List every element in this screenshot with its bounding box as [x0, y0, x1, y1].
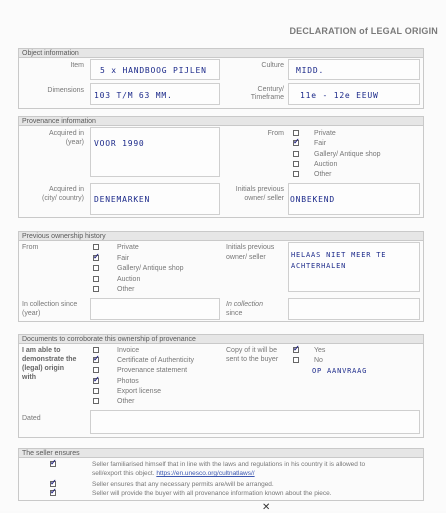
culture-value: MIDD.: [296, 66, 325, 75]
initials-label-1: Initials previous: [235, 186, 284, 193]
hist-other-checkbox[interactable]: [93, 286, 99, 292]
hist-other-label: Other: [117, 286, 135, 293]
ensure-1b-lead: sell/export this object.: [92, 470, 155, 477]
prov-auction-checkbox[interactable]: [293, 161, 299, 167]
hist-auction-checkbox[interactable]: [93, 276, 99, 282]
unesco-link[interactable]: https://en.unesco.org/cultnatlaws//: [156, 470, 255, 477]
copy-no-label: No: [314, 357, 323, 364]
provenance-from-label: From: [267, 130, 284, 137]
doc-photos-label: Photos: [117, 378, 139, 385]
initials-label-2: owner/ seller: [244, 195, 284, 202]
acquired-year-label-2: (year): [65, 139, 84, 146]
hist-initials-value-2: ACHTERHALEN: [291, 262, 347, 270]
mark-x-icon: ✕: [262, 502, 271, 513]
acquired-year-label-1: Acquired in: [48, 130, 84, 137]
doc-other-label: Other: [117, 398, 135, 405]
prov-fair-label: Fair: [314, 140, 327, 147]
doc-certificate-label: Certificate of Authenticity: [117, 357, 195, 364]
hist-since-label-b2: since: [226, 310, 243, 317]
doc-provenance-checkbox[interactable]: [93, 367, 99, 373]
century-value: 11e - 12e EEUW: [300, 91, 379, 100]
able-label-1: I am able to: [22, 347, 61, 354]
hist-gallery-label: Gallery/ Antique shop: [117, 265, 184, 272]
acquired-city-value: DENEMARKEN: [94, 195, 151, 204]
hist-initials-label-2: owner/ seller: [226, 254, 266, 261]
dimensions-value: 103 T/M 63 MM.: [94, 91, 173, 100]
century-label-1: Century/: [257, 86, 284, 93]
acquired-city-label-1: Acquired in: [48, 186, 84, 193]
doc-export-checkbox[interactable]: [93, 388, 99, 394]
hist-initials-value-1: HELAAS NIET MEER TE: [291, 251, 387, 259]
prov-other-label: Other: [314, 171, 332, 178]
acquired-city-label-2: (city/ country): [41, 195, 84, 202]
hist-gallery-checkbox[interactable]: [93, 265, 99, 271]
doc-invoice-checkbox[interactable]: [93, 347, 99, 353]
hist-since-field[interactable]: [90, 298, 220, 320]
ensure-1-checkbox[interactable]: [50, 461, 56, 467]
hist-since-label-2: (year): [22, 310, 41, 317]
provenance-header: Provenance information: [18, 116, 424, 126]
hist-fair-label: Fair: [117, 255, 130, 262]
doc-photos-checkbox[interactable]: [93, 378, 99, 384]
copy-label-2: sent to the buyer: [226, 356, 279, 363]
copy-no-checkbox[interactable]: [293, 357, 299, 363]
prov-fair-checkbox[interactable]: [293, 140, 299, 146]
prov-private-checkbox[interactable]: [293, 130, 299, 136]
prov-other-checkbox[interactable]: [293, 171, 299, 177]
prov-gallery-label: Gallery/ Antique shop: [314, 151, 381, 158]
initials-value: ONBEKEND: [290, 195, 335, 204]
prov-gallery-checkbox[interactable]: [293, 151, 299, 157]
history-from-label: From: [22, 244, 39, 251]
century-label-2: Timeframe: [250, 94, 284, 101]
hist-private-label: Private: [117, 244, 139, 251]
hist-since-field-b[interactable]: [288, 298, 420, 320]
dated-label: Dated: [22, 415, 41, 422]
item-value: 5 x HANDBOOG PIJLEN: [100, 66, 207, 75]
hist-since-label-b1: In collection: [226, 301, 263, 308]
hist-auction-label: Auction: [117, 276, 141, 283]
doc-invoice-label: Invoice: [117, 347, 140, 354]
ensure-1-text: Seller familiarised himself that in line with the laws and regulations in his country it is allowed to: [92, 461, 366, 468]
ensure-1b-text: [92, 470, 255, 477]
hist-initials-label-1: Initials previous: [226, 244, 275, 251]
acquired-year-field[interactable]: [90, 127, 220, 177]
prov-auction-label: Auction: [314, 161, 338, 168]
prov-private-label: Private: [314, 130, 336, 137]
acquired-year-value: VOOR 1990: [94, 139, 145, 148]
history-header: Previous ownership history: [18, 231, 424, 241]
dimensions-label: Dimensions: [47, 87, 84, 94]
doc-certificate-checkbox[interactable]: [93, 357, 99, 363]
copy-value: OP AANVRAAG: [312, 367, 368, 375]
doc-provenance-label: Provenance statement: [117, 367, 188, 374]
dated-field[interactable]: [90, 410, 420, 434]
able-label-4: with: [22, 374, 36, 381]
hist-since-label-1: In collection since: [22, 301, 78, 308]
documents-header: Documents to corroborate this ownership of provenance: [18, 334, 424, 344]
copy-yes-label: Yes: [314, 347, 326, 354]
able-label-3: (legal) origin: [22, 365, 64, 372]
ensure-3-text: Seller will provide the buyer with all provenance information known about the piece.: [92, 490, 332, 497]
ensure-2-text: Seller ensures that any necessary permits are/will be arranged.: [92, 481, 274, 488]
copy-label-1: Copy of it will be: [226, 347, 277, 354]
item-label: Item: [70, 62, 84, 69]
form-title: DECLARATION of LEGAL ORIGIN: [289, 26, 438, 36]
object-info-header: Object information: [18, 48, 424, 58]
hist-private-checkbox[interactable]: [93, 244, 99, 250]
able-label-2: demonstrate the: [22, 356, 77, 363]
copy-yes-checkbox[interactable]: [293, 347, 299, 353]
doc-other-checkbox[interactable]: [93, 398, 99, 404]
ensures-header: The seller ensures: [18, 448, 424, 458]
culture-label: Culture: [261, 62, 284, 69]
ensure-3-checkbox[interactable]: [50, 490, 56, 496]
doc-export-label: Export license: [117, 388, 161, 395]
hist-fair-checkbox[interactable]: [93, 255, 99, 261]
